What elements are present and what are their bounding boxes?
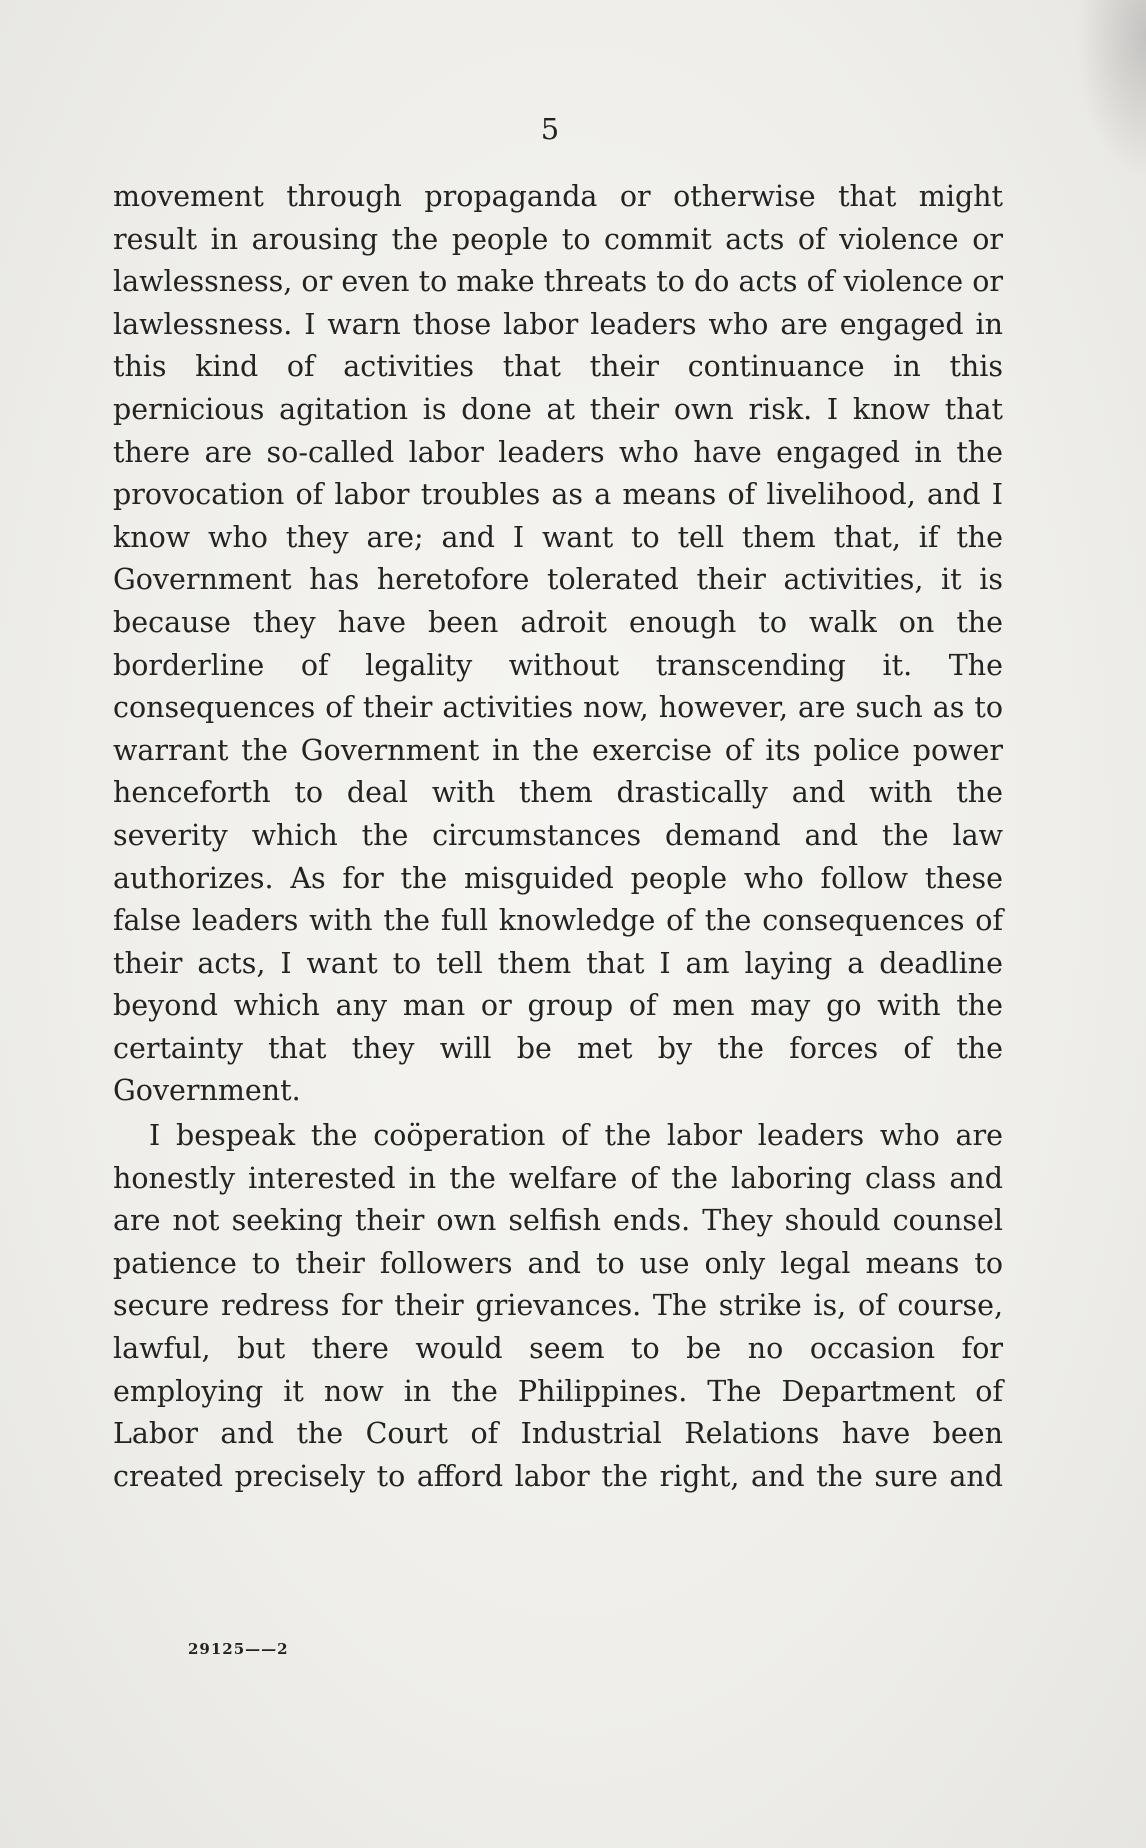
body-text (113, 176, 1003, 1498)
paragraph-2: I bespeak the coöperation of the labor leaders who are honestly interested in the welfare of the laboring class and are not seeking their own selfish ends. They should counsel patience to their followers and to use only legal means to secure redress for their grievances. The strike is, of course, lawful, but there would seem to be no occasion for employing it now in the Philippines. The Department of Labor and the Court of Industrial Relations have been created precisely to afford labor the right, and the sure and (113, 1119, 1003, 1493)
page-number: 5 (540, 112, 560, 146)
printer-signature-code: 29125——2 (188, 1640, 289, 1658)
page-edge-shadow (1076, 0, 1146, 180)
paragraph-1: movement through propaganda or otherwise that might result in arousing the people to commit acts of violence or lawlessness, or even to make threats to do acts of violence or lawlessness. I warn those labor leaders who are engaged in this kind of activities that their continuance in this pernicious agitation is done at their own risk. I know that there are so-called labor leaders who have engaged in the provocation of labor troubles as a means of livelihood, and I know who they are; and I want to tell them that, if the Government has heretofore tolerated their activities, it is because they have been adroit enough to walk on the borderline of legality without transcending it. The consequences of their activities now, however, are such as to warrant the Government in the exercise of its police power henceforth to deal with them drastically and with the severity which the circumstances demand and the law authorizes. As for the misguided people who follow these false leaders with the full knowledge of the consequences of their acts, I want to tell them that I am laying a deadline beyond which any man or group of men may go with the certainty that they will be met by the forces of the Government. (113, 180, 1003, 1108)
